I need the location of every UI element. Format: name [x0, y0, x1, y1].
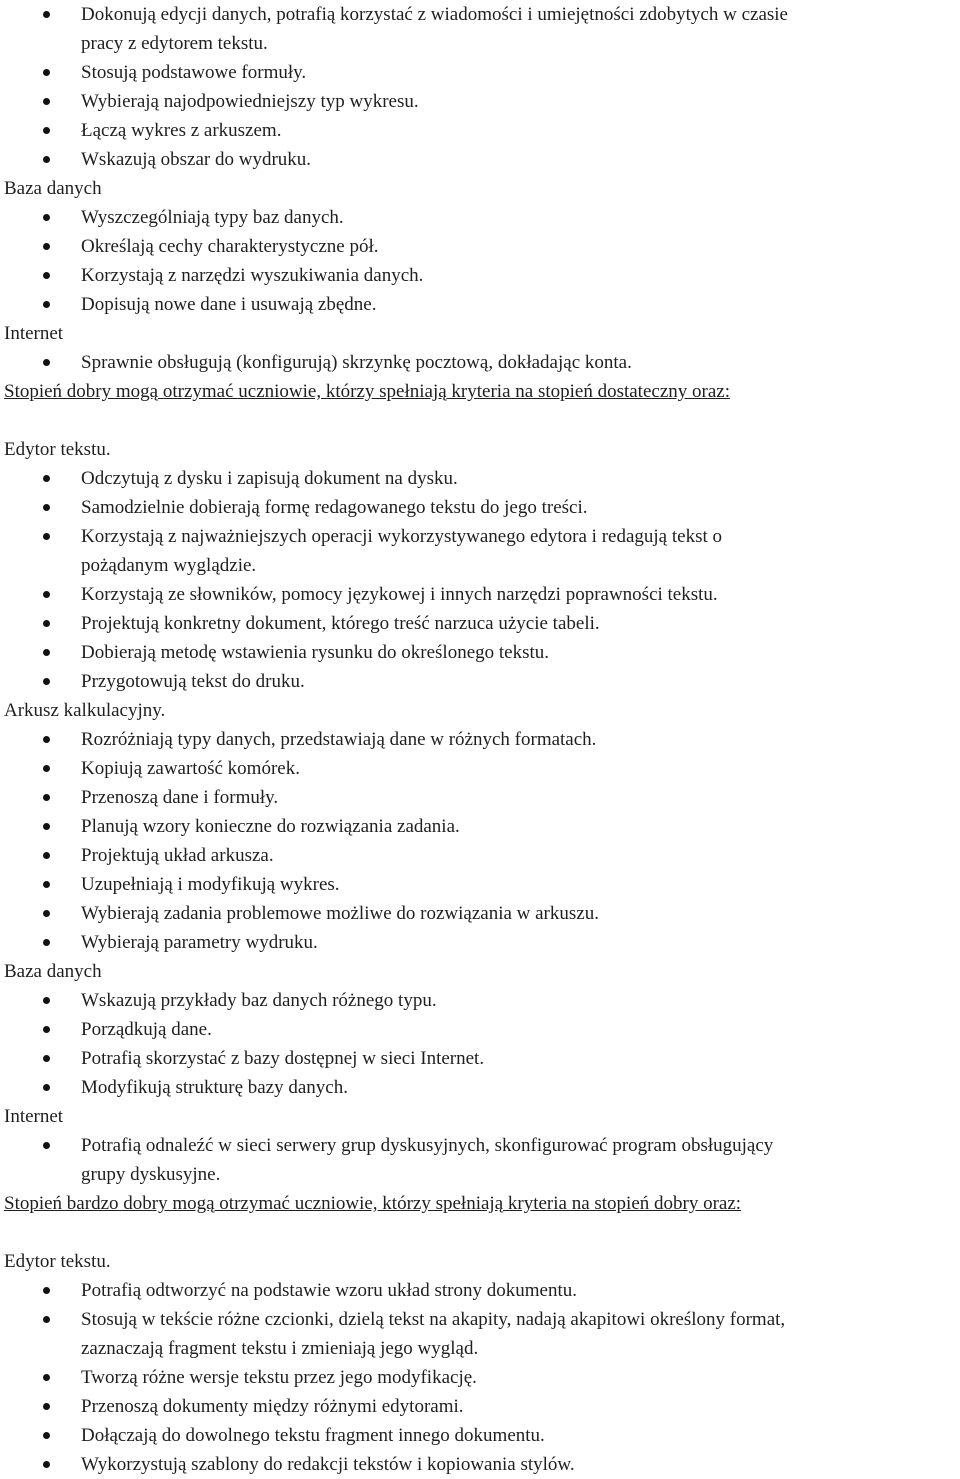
list-item [0, 986, 960, 1015]
subsection-heading [0, 1247, 960, 1276]
list-item-text: Łączą wykres z arkuszem. [81, 120, 282, 141]
list-item-text: Stosują podstawowe formuły. [81, 62, 307, 83]
list-item-text-continued: pożądanym wyglądzie. [81, 555, 257, 576]
subsection-heading [0, 1102, 960, 1131]
list-item [0, 0, 960, 29]
list-item [0, 812, 960, 841]
subsection-heading-text: Internet [4, 323, 64, 344]
list-item-text: Wykorzystują szablony do redakcji tekstów i kopiowania stylów. [81, 1454, 575, 1475]
list-item-continuation [0, 1334, 960, 1363]
list-item-text: Wybierają najodpowiedniejszy typ wykresu. [81, 91, 419, 112]
grade-section-heading [0, 377, 960, 406]
list-item [0, 667, 960, 696]
list-item-text: Przygotowują tekst do druku. [81, 671, 305, 692]
list-item-continuation [0, 29, 960, 58]
list-item [0, 841, 960, 870]
grade-section-heading [0, 1189, 960, 1218]
list-item-text: Projektują układ arkusza. [81, 845, 274, 866]
list-item [0, 348, 960, 377]
list-item-text: Potrafią odnaleźć w sieci serwery grup dyskusyjnych, skonfigurować program obsługujący [81, 1135, 774, 1156]
list-item-text: Wybierają zadania problemowe możliwe do rozwiązania w arkuszu. [81, 903, 599, 924]
list-item [0, 261, 960, 290]
subsection-heading-text: Edytor tekstu. [4, 439, 111, 460]
list-item [0, 754, 960, 783]
list-item-text: Wybierają parametry wydruku. [81, 932, 318, 953]
list-item [0, 1073, 960, 1102]
list-item [0, 522, 960, 551]
list-item-text: Wyszczególniają typy baz danych. [81, 207, 344, 228]
list-item-text: Przenoszą dane i formuły. [81, 787, 279, 808]
blank-line [0, 1218, 960, 1247]
list-item [0, 1363, 960, 1392]
list-item-text: Modyfikują strukturę bazy danych. [81, 1077, 348, 1098]
list-item-text: Dokonują edycji danych, potrafią korzystać z wiadomości i umiejętności zdobytych w czasie [81, 4, 788, 25]
list-item-text: Kopiują zawartość komórek. [81, 758, 300, 779]
list-item-text: Dobierają metodę wstawienia rysunku do określonego tekstu. [81, 642, 550, 663]
subsection-heading [0, 696, 960, 725]
list-item-text: Wskazują przykłady baz danych różnego typu. [81, 990, 437, 1011]
list-item-text: Korzystają ze słowników, pomocy językowej i innych narzędzi poprawności tekstu. [81, 584, 718, 605]
list-item-text: Korzystają z narzędzi wyszukiwania danych. [81, 265, 424, 286]
subsection-heading [0, 435, 960, 464]
list-item [0, 203, 960, 232]
list-item [0, 928, 960, 957]
subsection-heading-text: Internet [4, 1106, 64, 1127]
list-item [0, 87, 960, 116]
list-item [0, 580, 960, 609]
subsection-heading [0, 319, 960, 348]
subsection-heading-text: Baza danych [4, 961, 102, 982]
list-item [0, 464, 960, 493]
list-item-text: Rozróżniają typy danych, przedstawiają dane w różnych formatach. [81, 729, 597, 750]
list-item [0, 493, 960, 522]
list-item [0, 116, 960, 145]
list-item-continuation [0, 1160, 960, 1189]
list-item-text-continued: pracy z edytorem tekstu. [81, 33, 268, 54]
list-item-text: Potrafią odtworzyć na podstawie wzoru układ strony dokumentu. [81, 1280, 577, 1301]
list-item [0, 783, 960, 812]
list-item-text: Korzystają z najważniejszych operacji wykorzystywanego edytora i redagują tekst o [81, 526, 722, 547]
list-item [0, 290, 960, 319]
grade-section-heading-text: Stopień dobry mogą otrzymać uczniowie, którzy spełniają kryteria na stopień dostateczny oraz: [4, 381, 730, 402]
subsection-heading [0, 174, 960, 203]
subsection-heading [0, 957, 960, 986]
list-item [0, 725, 960, 754]
list-item [0, 1276, 960, 1305]
list-item [0, 1131, 960, 1160]
list-item [0, 145, 960, 174]
list-item-continuation [0, 551, 960, 580]
list-item [0, 1305, 960, 1334]
list-item [0, 638, 960, 667]
list-item-text: Określają cechy charakterystyczne pół. [81, 236, 379, 257]
list-item [0, 232, 960, 261]
list-item [0, 870, 960, 899]
list-item-text: Przenoszą dokumenty między różnymi edytorami. [81, 1396, 464, 1417]
list-item-text: Dołączają do dowolnego tekstu fragment innego dokumentu. [81, 1425, 545, 1446]
list-item-text: Potrafią skorzystać z bazy dostępnej w sieci Internet. [81, 1048, 485, 1069]
grade-section-heading-text: Stopień bardzo dobry mogą otrzymać uczniowie, którzy spełniają kryteria na stopień dobry oraz: [4, 1193, 742, 1214]
list-item-text: Odczytują z dysku i zapisują dokument na dysku. [81, 468, 458, 489]
subsection-heading-text: Edytor tekstu. [4, 1251, 111, 1272]
subsection-heading-text: Arkusz kalkulacyjny. [4, 700, 166, 721]
blank-line [0, 406, 960, 435]
list-item-text-continued: grupy dyskusyjne. [81, 1164, 221, 1185]
list-item-text: Samodzielnie dobierają formę redagowanego tekstu do jego treści. [81, 497, 588, 518]
subsection-heading-text: Baza danych [4, 178, 102, 199]
list-item [0, 609, 960, 638]
list-item-text: Porządkują dane. [81, 1019, 212, 1040]
list-item-text: Planują wzory konieczne do rozwiązania zadania. [81, 816, 460, 837]
list-item [0, 1421, 960, 1450]
list-item [0, 899, 960, 928]
list-item [0, 1392, 960, 1421]
list-item-text: Wskazują obszar do wydruku. [81, 149, 312, 170]
list-item [0, 1015, 960, 1044]
list-item-text: Projektują konkretny dokument, którego treść narzuca użycie tabeli. [81, 613, 600, 634]
list-item-text: Stosują w tekście różne czcionki, dzielą tekst na akapity, nadają akapitowi określony format, [81, 1309, 786, 1330]
list-item-text: Dopisują nowe dane i usuwają zbędne. [81, 294, 377, 315]
list-item-text: Tworzą różne wersje tekstu przez jego modyfikację. [81, 1367, 477, 1388]
list-item-text: Uzupełniają i modyfikują wykres. [81, 874, 340, 895]
list-item-text: Sprawnie obsługują (konfigurują) skrzynkę pocztową, dokładając konta. [81, 352, 632, 373]
list-item [0, 58, 960, 87]
list-item [0, 1044, 960, 1073]
list-item-text-continued: zaznaczają fragment tekstu i zmieniają jego wygląd. [81, 1338, 479, 1359]
